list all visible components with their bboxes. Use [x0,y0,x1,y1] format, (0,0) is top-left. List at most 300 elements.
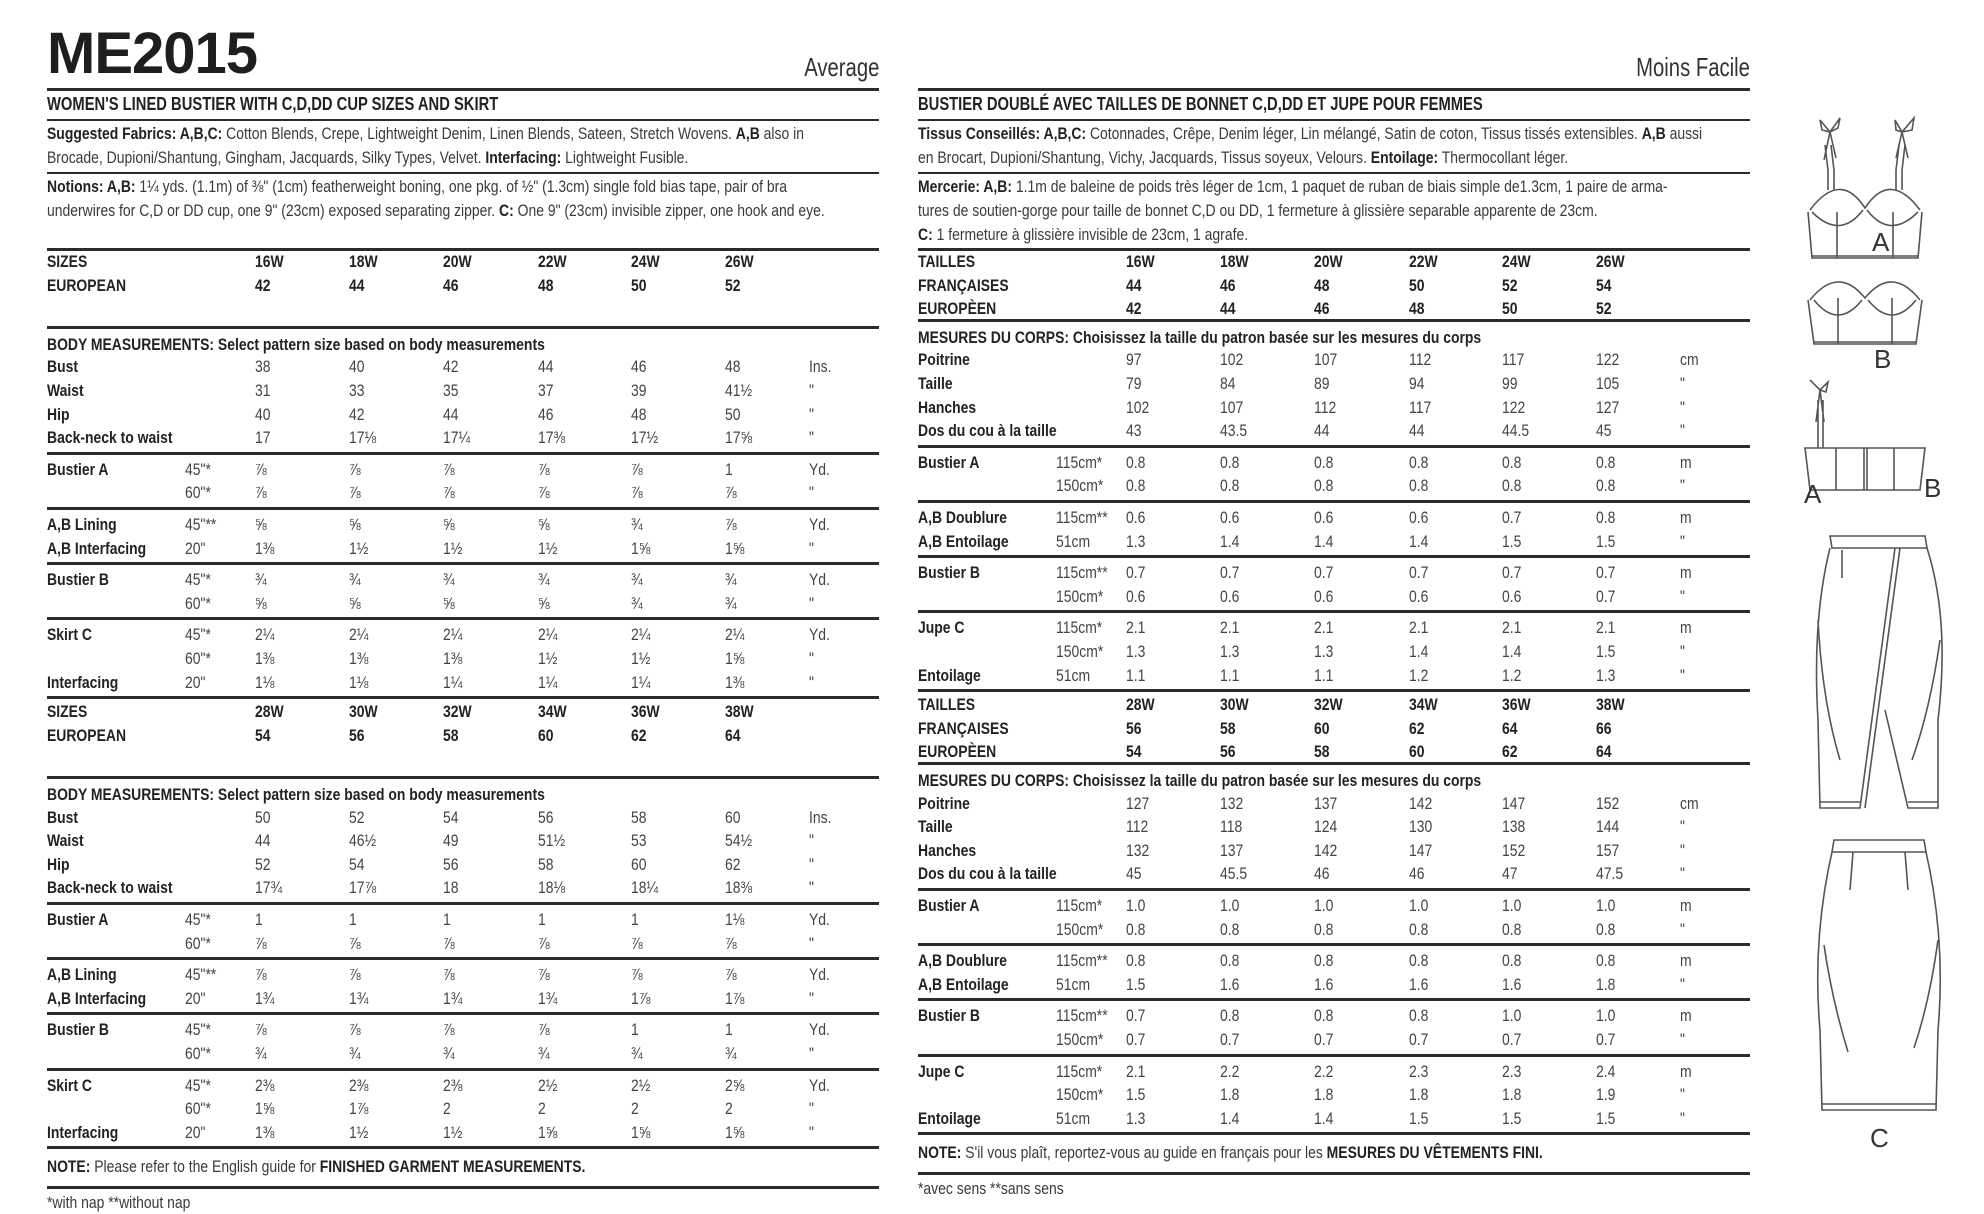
divider [47,902,879,905]
divider [918,689,1750,692]
measurement-value: 56 [443,854,459,874]
note-emphasis: FINISHED GARMENT MEASUREMENTS. [319,1157,586,1177]
measurement-value: 56 [538,807,554,827]
size-value: 38W [725,702,754,722]
fabrics-text: aussi [1665,124,1703,143]
notions-label: Mercerie: A,B: [918,177,1013,196]
yardage-value: ⅝ [349,515,361,534]
yardage-value: ⅞ [349,459,361,479]
divider [47,119,879,121]
measurement-value: 137 [1220,840,1244,860]
measurement-value: 44 [1314,421,1330,441]
measurement-value: 39 [631,381,647,400]
back-view-label-a: A [1804,479,1822,509]
yardage-value: 1.0 [1502,1006,1522,1026]
yardage-value: 1.9 [1596,1085,1616,1105]
yardage-value: 2¼ [538,625,558,645]
unit-label: " [809,878,814,898]
note-label: NOTE: [918,1143,962,1163]
yardage-value: ⅝ [538,593,550,613]
sizes-label: TAILLES [918,695,976,715]
english-column [47,0,879,1213]
yardage-value: ¾ [631,515,643,534]
yardage-value: 1.0 [1409,896,1429,915]
yardage-label: Bustier B [918,1006,980,1026]
notions-label: Notions: A,B: [47,177,136,196]
size-value: 28W [1126,695,1155,715]
yardage-value: 1⅜ [255,649,275,668]
french-size-value: 64 [1502,718,1518,738]
yardage-value: ⅝ [255,515,267,534]
yardage-value: ⅞ [725,933,737,953]
european-size-value: 62 [631,725,647,745]
fabric-width: 45"* [185,1075,211,1095]
yardage-value: 2⅜ [443,1075,463,1095]
yardage-value: 0.6 [1126,586,1146,606]
yardage-value: 1.3 [1220,642,1240,661]
yardage-label: A,B Lining [47,515,117,534]
measurement-value: 45 [1126,864,1142,884]
yardage-value: ⅞ [349,933,361,953]
yardage-value: ¾ [349,570,361,590]
fabric-width: 45"** [185,515,217,534]
divider [47,562,879,565]
measurement-value: 48 [725,357,741,377]
size-value: 24W [631,252,660,271]
sizes-label: SIZES [47,702,88,722]
unit-label: " [1680,1108,1685,1128]
yardage-value: 0.8 [1314,951,1334,971]
body-measurements-label: BODY MEASUREMENTS: [47,334,215,354]
body-measurements-note: Select pattern size based on body measurements [214,334,545,354]
fabric-width: 150cm* [1056,919,1104,939]
unit-label: " [809,649,814,668]
yardage-value: 0.8 [1314,452,1334,472]
fabric-width: 150cm* [1056,586,1104,606]
yardage-value: 1.3 [1126,1108,1146,1128]
measurement-value: 46 [631,357,647,377]
unit-label: " [1680,840,1685,860]
measurement-value: 42 [443,357,459,377]
yardage-value: 1½ [443,1122,463,1142]
body-measurements-heading [47,333,875,357]
french-sizes-label: FRANÇAISES [918,718,1009,738]
measurement-value: 46 [1409,864,1425,884]
size-value: 24W [1502,252,1531,271]
european-size-value: 54 [255,725,271,745]
yardage-value: 2.1 [1220,618,1240,638]
french-size-value: 50 [1409,275,1425,295]
yardage-value: ¾ [725,593,737,613]
yardage-value: ¾ [631,1044,643,1063]
unit-label: " [1680,919,1685,939]
measurement-value: 54½ [725,831,753,851]
yardage-value: 1.4 [1314,531,1334,551]
body-measurements-heading [918,326,1746,350]
yardage-value: 2.1 [1409,618,1429,638]
yardage-value: 1.0 [1596,896,1616,915]
divider [918,888,1750,891]
yardage-value: ¾ [443,1044,455,1063]
notions-line2 [47,199,875,223]
unit-label: cm [1680,350,1699,370]
yardage-value: 0.7 [1409,563,1429,583]
measurement-value: 41½ [725,381,753,400]
unit-label: " [809,933,814,953]
yardage-value: 1.5 [1502,531,1522,551]
measurement-value: 51½ [538,831,566,851]
yardage-value: 0.8 [1596,919,1616,939]
fabrics-text: Cotton Blends, Crepe, Lightweight Denim, Linen Blends, Sateen, Stretch Wovens. [222,124,736,143]
yardage-value: 1.4 [1502,642,1522,661]
european-size-value: 56 [1220,742,1236,762]
yardage-value: 1.1 [1314,665,1334,685]
divider [47,1186,879,1189]
yardage-value: ⅞ [538,459,550,479]
yardage-value: 1½ [349,1122,369,1142]
yardage-value: ⅞ [443,459,455,479]
measurement-value: 17 [255,428,271,448]
measurement-value: 124 [1314,817,1338,837]
measurement-value: 97 [1126,350,1142,370]
measurement-value: 40 [255,404,271,424]
measurement-value: 122 [1596,350,1620,370]
european-sizes-label: EUROPEAN [47,725,127,745]
measurement-value: 147 [1502,793,1526,813]
divider [47,326,879,329]
yardage-value: 1⅜ [725,672,745,692]
unit-label: " [809,593,814,613]
interfacing-text: Lightweight Fusible. [561,148,689,167]
yardage-value: 2½ [538,1075,558,1095]
yardage-value: 0.7 [1502,508,1522,527]
unit-label: " [809,538,814,558]
unit-label: Yd. [809,1075,830,1095]
yardage-value: 2¼ [349,625,369,645]
fabric-width: 60"* [185,593,211,613]
french-size-value: 62 [1409,718,1425,738]
yardage-value: ⅝ [443,593,455,613]
yardage-value: 1⅝ [725,649,745,668]
fabric-width: 20" [185,672,206,692]
divider [47,696,879,699]
interfacing-label: Interfacing: [485,148,562,167]
measurement-value: 118 [1220,817,1243,837]
bustier-a-drawing [1808,118,1922,258]
divider [47,776,879,779]
unit-label: " [1680,1085,1685,1105]
yardage-value: 0.8 [1502,476,1522,496]
unit-label: Ins. [809,357,832,377]
unit-label: Yd. [809,965,830,985]
interfacing-label: Entoilage: [1370,148,1439,167]
yardage-value: 0.7 [1126,1030,1146,1049]
measurement-value: 47.5 [1596,864,1624,884]
yardage-value: 1 [349,910,357,929]
yardage-value: 1¼ [443,672,463,692]
measurement-value: 102 [1126,397,1150,417]
size-value: 34W [538,702,567,722]
yardage-value: 0.8 [1502,452,1522,472]
yardage-value: ¾ [443,570,455,590]
measurement-value: 60 [725,807,741,827]
yardage-label: A,B Lining [47,965,117,985]
yardage-value: 1.4 [1409,642,1429,661]
fabric-width: 60"* [185,933,211,953]
yardage-value: 1 [725,1020,733,1040]
yardage-value: ⅞ [349,965,361,985]
yardage-value: 2¼ [631,625,651,645]
unit-label: " [1680,974,1685,994]
suggested-fabrics-line2 [918,146,1746,170]
bustier-b-drawing [1808,282,1922,344]
unit-label: m [1680,896,1692,915]
divider [918,500,1750,503]
measurement-value: 142 [1409,793,1433,813]
yardage-value: 0.6 [1220,508,1240,527]
yardage-value: 2⅝ [725,1075,745,1095]
measurement-value: 132 [1220,793,1244,813]
yardage-label: Bustier B [47,570,109,590]
size-value: 20W [443,252,472,271]
fabric-width: 20" [185,1122,206,1142]
european-size-value: 62 [1502,742,1518,762]
yardage-value: 0.8 [1596,476,1616,496]
yardage-value: 1.4 [1220,531,1240,551]
measurement-value: 58 [631,807,647,827]
yardage-label: Skirt C [47,1075,92,1095]
yardage-value: 1.0 [1314,896,1334,915]
yardage-label: A,B Doublure [918,951,1008,971]
yardage-label: Entoilage [918,665,981,685]
fabric-width: 115cm** [1056,508,1108,527]
european-size-value: 52 [1596,299,1612,319]
divider [918,119,1750,121]
yardage-value: 0.7 [1596,586,1616,606]
yardage-value: 1.6 [1314,974,1334,994]
fabric-width: 60"* [185,483,211,503]
unit-label: " [809,1099,814,1119]
measurement-label: Back-neck to waist [47,428,173,448]
yardage-value: ⅞ [631,965,643,985]
european-size-value: 60 [538,725,554,745]
yardage-value: ⅞ [631,483,643,503]
measurement-value: 31 [255,381,271,400]
measurement-value: 18⅛ [538,878,566,898]
unit-label: " [1680,586,1685,606]
fabric-width: 115cm* [1056,618,1103,638]
yardage-value: 1¼ [631,672,651,692]
french-sizes-label: FRANÇAISES [918,275,1009,295]
yardage-value: 2⅜ [255,1075,275,1095]
notions-line2 [918,199,1746,223]
interfacing-text: Thermocollant léger. [1438,148,1569,167]
yardage-value: 0.8 [1409,476,1429,496]
yardage-value: 2.2 [1220,1061,1240,1081]
french-size-value: 60 [1314,718,1330,738]
measurement-value: 89 [1314,374,1330,393]
back-view-label-b: B [1924,473,1942,503]
divider [918,998,1750,1001]
yardage-value: 0.8 [1596,508,1616,527]
yardage-value: 1⅛ [725,910,745,929]
yardage-value: 1⅜ [255,538,275,558]
measurement-value: 43.5 [1220,421,1248,441]
body-measurements-note: Choisissez la taille du patron basée sur les mesures du corps [1069,327,1482,347]
suggested-fabrics-line2 [47,146,875,170]
yardage-value: ⅞ [255,483,267,503]
yardage-value: ⅞ [255,1020,267,1040]
yardage-value: 1¾ [255,988,275,1008]
body-measurements-note: Choisissez la taille du patron basée sur les mesures du corps [1069,771,1482,790]
yardage-value: 0.8 [1126,476,1146,496]
size-value: 22W [1409,252,1438,271]
measurement-value: 17¼ [443,428,471,448]
european-size-value: 58 [1314,742,1330,762]
divider [47,1146,879,1149]
unit-label: " [1680,864,1685,884]
yardage-value: ¾ [538,570,550,590]
yardage-value: 1⅛ [349,672,369,692]
garment-sketches [1790,100,1980,1180]
yardage-value: ⅞ [538,933,550,953]
measurement-value: 132 [1126,840,1150,860]
measurement-value: 99 [1502,374,1518,393]
yardage-value: ⅞ [725,515,737,534]
yardage-value: 2.4 [1596,1061,1616,1081]
european-sizes-label: EUROPEAN [47,275,127,295]
fabrics-text: en Brocart, Dupioni/Shantung, Vichy, Jacquards, Tissus soyeux, Velours. [918,148,1371,167]
european-sizes-label: EUROPÈEN [918,742,997,762]
yardage-value: 1¾ [349,988,369,1008]
divider [47,957,879,960]
yardage-value: 1.6 [1220,974,1240,994]
yardage-value: 0.6 [1126,508,1146,527]
pattern-number: ME2015 [47,21,258,86]
yardage-value: 1.6 [1502,974,1522,994]
yardage-value: 2 [631,1099,639,1119]
yardage-value: ⅝ [538,515,550,534]
size-value: 16W [255,252,284,271]
notions-line1 [47,175,875,199]
body-measurements-label: MESURES DU CORPS: [918,771,1070,790]
size-value: 18W [349,252,378,271]
fabrics-views: A,B [735,124,760,143]
bustier-back-drawing [1805,380,1925,490]
divider [918,610,1750,613]
yardage-value: 0.8 [1409,919,1429,939]
measurement-value: 137 [1314,793,1338,813]
unit-label: " [1680,397,1685,417]
yardage-label: Entoilage [918,1108,981,1128]
measurement-label: Dos du cou à la taille [918,421,1057,441]
yardage-label: Bustier B [918,563,980,583]
size-value: 34W [1409,695,1438,715]
measurement-value: 44 [1409,421,1425,441]
yardage-value: ⅝ [255,593,267,613]
yardage-value: 1.3 [1314,642,1334,661]
unit-label: " [1680,1030,1685,1049]
fabric-width: 45"* [185,910,211,929]
yardage-value: 1 [725,459,733,479]
yardage-value: ⅞ [349,483,361,503]
yardage-value: 1.0 [1220,896,1240,915]
measurement-label: Bust [47,807,78,827]
yardage-value: 0.7 [1409,1030,1429,1049]
european-sizes-label: EUROPÈEN [918,299,997,319]
measurement-value: 46 [1314,864,1330,884]
fabric-width: 51cm [1056,974,1091,994]
notions-text: 1 fermeture à glissière invisible de 23cm, 1 agrafe. [932,225,1249,244]
yardage-value: ¾ [255,570,267,590]
yardage-value: 0.6 [1220,586,1240,606]
measurement-label: Hanches [918,840,977,860]
divider [918,88,1750,91]
yardage-value: ⅞ [349,1020,361,1040]
view-label-b: B [1874,344,1892,374]
yardage-value: 1.2 [1502,665,1522,685]
yardage-value: ⅞ [631,933,643,953]
yardage-label: A,B Entoilage [918,531,1009,551]
unit-label: Yd. [809,459,830,479]
yardage-value: 0.7 [1502,563,1522,583]
notions-text: underwires for C,D or DD cup, one 9" (23cm) exposed separating zipper. [47,201,500,220]
yardage-value: ¾ [725,570,737,590]
note-label: NOTE: [47,1157,91,1177]
unit-label: " [809,483,814,503]
fabric-width: 45"* [185,1020,211,1040]
measurement-value: 45 [1596,421,1612,441]
measurement-value: 147 [1409,840,1433,860]
yardage-value: 0.8 [1596,452,1616,472]
unit-label: cm [1680,793,1699,813]
size-value: 26W [1596,252,1625,271]
size-value: 20W [1314,252,1343,271]
body-measurements-label: MESURES DU CORPS: [918,327,1070,347]
yardage-value: 0.8 [1409,951,1429,971]
yardage-value: 1.3 [1126,531,1146,551]
fabric-width: 115cm* [1056,896,1103,915]
yardage-value: 1.5 [1502,1108,1522,1128]
note-text: S'il vous plaît, reportez-vous au guide en français pour les [961,1143,1327,1163]
yardage-value: 1¾ [538,988,558,1008]
measurement-value: 18 [443,878,459,898]
divider [918,1132,1750,1135]
measurement-value: 138 [1502,817,1526,837]
yardage-value: 2.3 [1502,1061,1522,1081]
fabrics-label: Tissus Conseillés: A,B,C: [918,124,1087,143]
yardage-value: 0.8 [1314,476,1334,496]
yardage-value: 1½ [538,649,558,668]
size-value: 26W [725,252,754,271]
yardage-value: 1.8 [1220,1085,1240,1105]
size-value: 36W [631,702,660,722]
size-value: 32W [443,702,472,722]
measurement-value: 38 [255,357,271,377]
measurement-value: 94 [1409,374,1425,393]
measurement-value: 17¾ [255,878,283,898]
yardage-value: ⅞ [443,483,455,503]
yardage-value: 2.3 [1409,1061,1429,1081]
french-size-value: 44 [1126,275,1142,295]
notions-text: 1.1m de baleine de poids très léger de 1cm, 1 paquet de ruban de biais simple de1.3cm, 1 paire de arma- [1012,177,1668,196]
yardage-value: 0.7 [1596,563,1616,583]
yardage-value: 2¼ [725,625,745,645]
yardage-value: 1.8 [1314,1085,1334,1105]
measurement-label: Hip [47,854,70,874]
notions-text: One 9" (23cm) invisible zipper, one hook and eye. [513,201,825,220]
size-value: 30W [1220,695,1249,715]
